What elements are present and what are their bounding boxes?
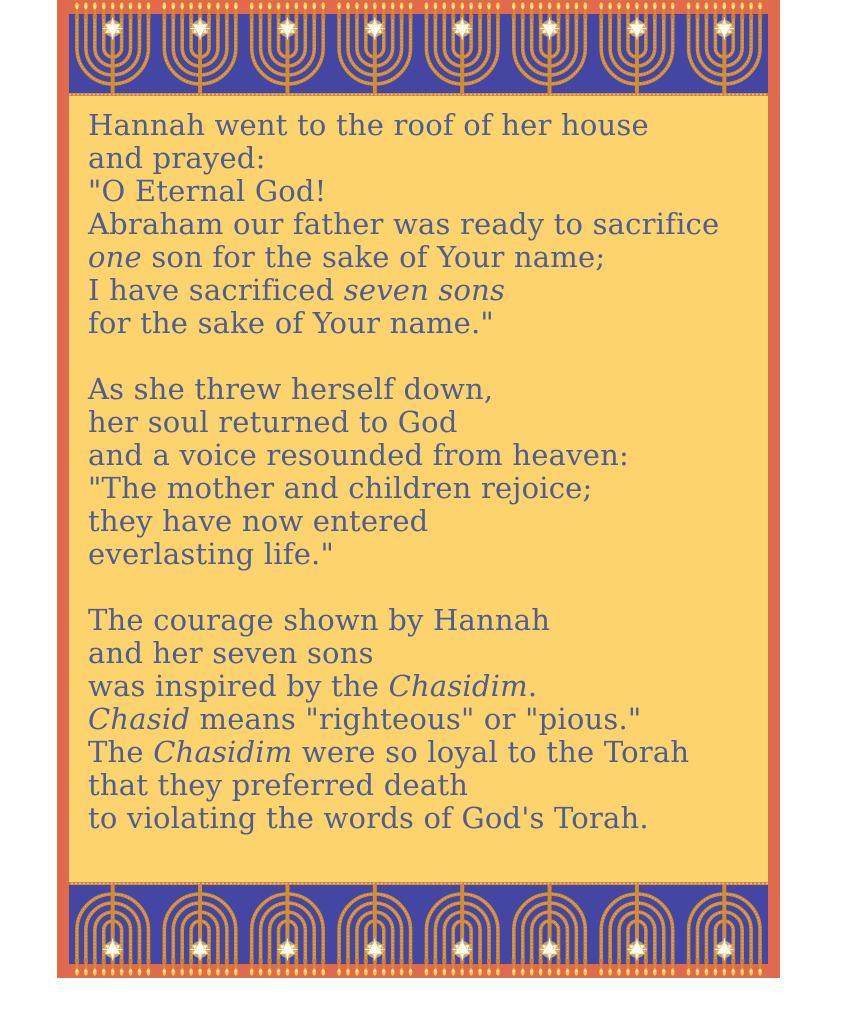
italic-text-segment: one bbox=[88, 240, 142, 274]
text-line bbox=[88, 142, 760, 175]
italic-text-segment: Chasidim bbox=[388, 669, 528, 703]
text-segment: I have sacrificed bbox=[88, 273, 344, 307]
text-segment: they have now entered bbox=[88, 504, 429, 538]
story-text bbox=[69, 96, 768, 882]
text-segment: Abraham our father was ready to sacrifice bbox=[88, 207, 720, 241]
paragraph bbox=[88, 109, 760, 340]
text-segment: and a voice resounded from heaven: bbox=[88, 438, 629, 472]
text-segment: means "righteous" or "pious." bbox=[190, 702, 642, 736]
italic-text-segment: Chasidim bbox=[153, 735, 293, 769]
text-line bbox=[88, 802, 760, 835]
text-line bbox=[88, 307, 760, 340]
text-segment: Hannah went to the roof of her house bbox=[88, 108, 649, 142]
text-segment: "O Eternal God! bbox=[88, 174, 327, 208]
text-segment: was inspired by the bbox=[88, 669, 389, 703]
text-line bbox=[88, 241, 760, 274]
text-line bbox=[88, 604, 760, 637]
text-segment: that they preferred death bbox=[88, 768, 469, 802]
paragraph bbox=[88, 604, 760, 835]
text-line bbox=[88, 670, 760, 703]
text-segment: to violating the words of God's Torah. bbox=[88, 801, 649, 835]
text-line bbox=[88, 472, 760, 505]
menorah-border-top bbox=[69, 0, 768, 96]
text-line bbox=[88, 406, 760, 439]
text-line bbox=[88, 109, 760, 142]
text-line bbox=[88, 175, 760, 208]
text-segment: . bbox=[527, 669, 538, 703]
text-line bbox=[88, 703, 760, 736]
paragraph bbox=[88, 373, 760, 571]
text-segment: her soul returned to God bbox=[88, 405, 458, 439]
text-line bbox=[88, 439, 760, 472]
text-line bbox=[88, 637, 760, 670]
text-segment: "The mother and children rejoice; bbox=[88, 471, 593, 505]
text-segment: As she threw herself down, bbox=[88, 372, 494, 406]
text-line bbox=[88, 208, 760, 241]
book-page bbox=[57, 0, 780, 978]
italic-text-segment: seven sons bbox=[343, 273, 506, 307]
text-segment: were so loyal to the Torah bbox=[292, 735, 690, 769]
text-line bbox=[88, 274, 760, 307]
text-segment: The courage shown by Hannah bbox=[88, 603, 551, 637]
menorah-border-bottom bbox=[69, 882, 768, 978]
text-line bbox=[88, 736, 760, 769]
text-segment: and her seven sons bbox=[88, 636, 374, 670]
text-line bbox=[88, 373, 760, 406]
text-segment: everlasting life." bbox=[88, 537, 335, 571]
text-segment: for the sake of Your name." bbox=[88, 306, 494, 340]
text-line bbox=[88, 505, 760, 538]
text-line bbox=[88, 769, 760, 802]
italic-text-segment: Chasid bbox=[88, 702, 191, 736]
text-line bbox=[88, 538, 760, 571]
text-segment: and prayed: bbox=[88, 141, 266, 175]
menorah-border-top-art bbox=[69, 0, 768, 96]
text-segment: The bbox=[88, 735, 154, 769]
text-segment: son for the sake of Your name; bbox=[141, 240, 606, 274]
menorah-border-bottom-art bbox=[69, 882, 768, 978]
